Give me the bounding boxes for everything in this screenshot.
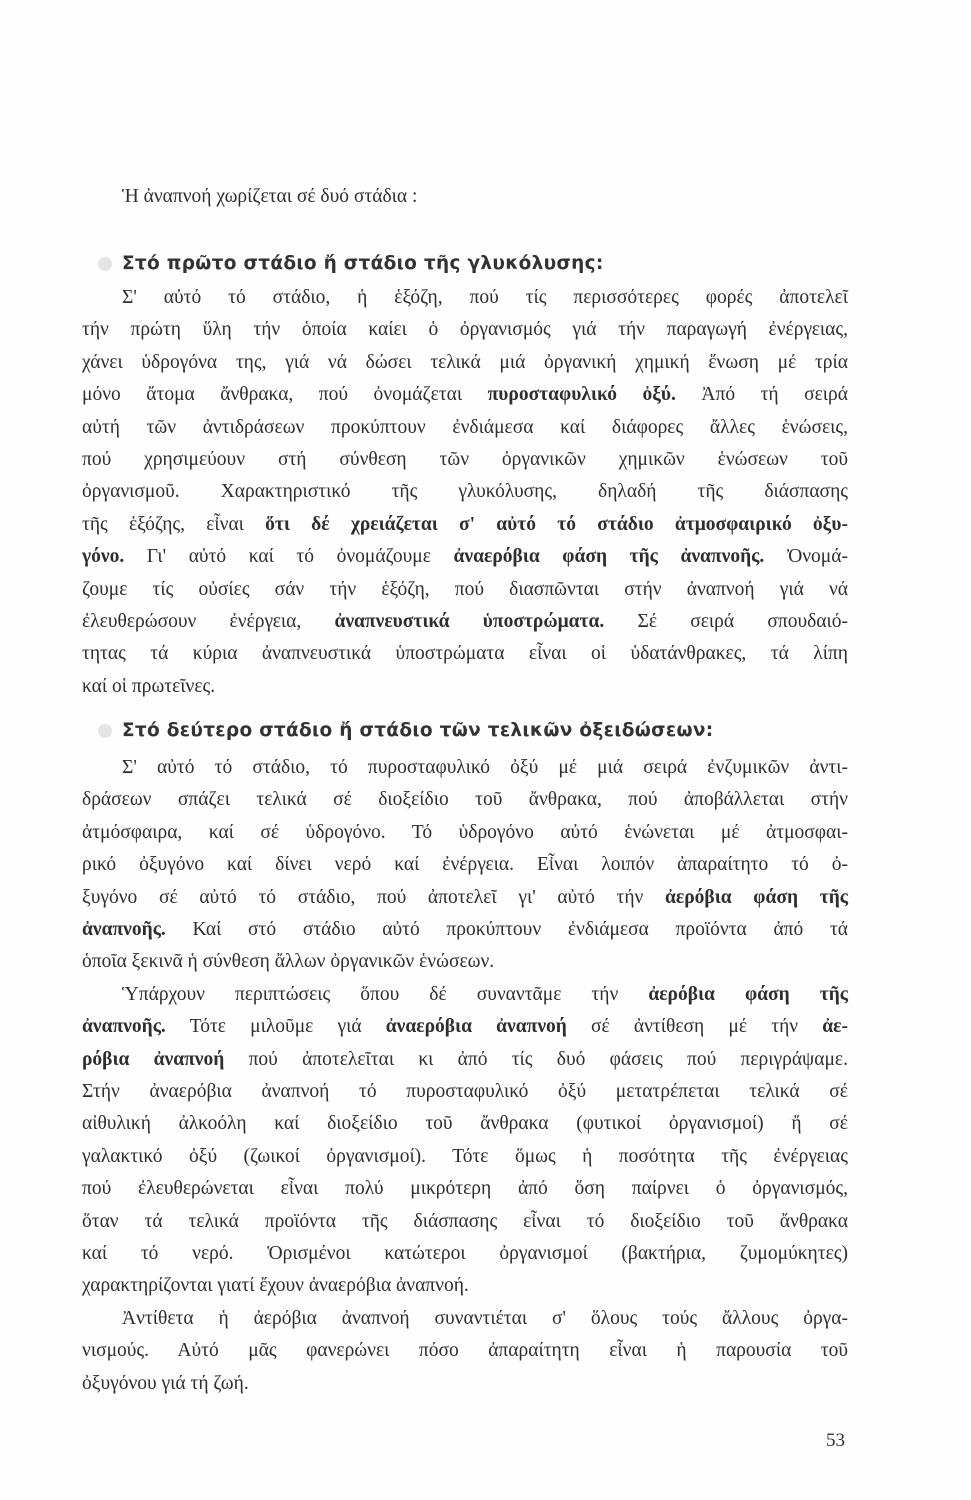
text-line: [82, 1242, 848, 1266]
bold-term: ρόβια ἀναπνοή: [82, 1048, 225, 1070]
intro-sentence: Ἡ ἀναπνοή χωρίζεται σέ δυό στάδια :: [122, 186, 418, 207]
text-line: [82, 1048, 848, 1072]
text-segment: Καί στό στάδιο αὐτό προκύπτουν ἐνδιάμεσα προϊόντα ἀπό τά: [165, 919, 848, 940]
text-line: [82, 1372, 848, 1396]
text-line: [82, 448, 848, 472]
bold-term: ἀερόβια φάση τῆς: [648, 983, 848, 1005]
text-line: [82, 983, 848, 1007]
text-segment: Ἀπό τή σειρά: [675, 384, 848, 406]
text-line: [82, 886, 848, 910]
text-line: [82, 578, 848, 602]
text-line: [82, 416, 848, 440]
text-segment: χάνει ὑδρογόνα της, γιά νά δώσει τελικά μιά ὀργανική χημική ἕνωση μέ τρία: [82, 351, 848, 373]
text-segment: Ἀντίθετα ἡ ἀερόβια ἀναπνοή συναντιέται σ' ὅλους τούς ἄλλους ὀργα-: [122, 1307, 848, 1329]
text-segment: πού ἀποτελεῖται κι ἀπό τίς δυό φάσεις πού περιγράψαμε.: [224, 1048, 849, 1070]
text-line: [82, 1210, 848, 1234]
text-segment: ρικό ὀξυγόνο καί δίνει νερό καί ἐνέργεια. Εἶναι λοιπόν ἀπαραίτητο τό ὀ-: [82, 854, 848, 876]
text-line: [82, 286, 848, 310]
text-segment: τήν πρώτη ὕλη τήν ὁποία καίει ὁ ὀργανισμός γιά τήν παραγωγή ἐνέργειας,: [82, 319, 848, 341]
text-segment: Σ' αὐτό τό στάδιο, ἡ ἑξόζη, πού τίς περισσότερες φορές ἀποτελεῖ: [122, 287, 848, 308]
text-line: [82, 642, 848, 666]
text-line: [82, 351, 848, 375]
text-line: [82, 788, 848, 812]
text-line: [82, 545, 848, 569]
bold-term: ἀερόβια φάση τῆς: [665, 886, 848, 908]
bold-term: ἀναερόβια ἀναπνοή: [385, 1016, 567, 1038]
text-segment: ἐλευθερώσουν ἐνέργεια,: [82, 611, 335, 632]
text-segment: νισμούς. Αὐτό μᾶς φανερώνει πόσο ἀπαραίτητη εἶναι ἡ παρουσία τοῦ: [82, 1340, 848, 1362]
text-line: [82, 1307, 848, 1331]
text-segment: ὅταν τά τελικά προϊόντα τῆς διάσπασης εἶναι τό διοξείδιο τοῦ ἄνθρακα: [82, 1210, 848, 1232]
text-segment: Τότε μιλοῦμε γιά: [165, 1016, 386, 1038]
text-segment: ἀτμόσφαιρα, καί σέ ὑδρογόνο. Τό ὑδρογόνο αὐτό ἑνώνεται μέ ἀτμοσφαι-: [82, 821, 848, 843]
text-line: [82, 513, 848, 537]
text-line: [82, 1274, 848, 1298]
text-segment: μόνο ἄτομα ἄνθρακα, πού ὀνομάζεται: [82, 384, 488, 406]
bold-term: πυροσταφυλικό ὀξύ.: [487, 384, 676, 406]
text-segment: ὀργανισμοῦ. Χαρακτηριστικό τῆς γλυκόλυσης, δηλαδή τῆς διάσπασης: [82, 481, 848, 503]
text-segment: πού χρησιμεύουν στή σύνθεση τῶν ὀργανικῶν χημικῶν ἑνώσεων τοῦ: [82, 449, 848, 470]
text-line: [82, 853, 848, 877]
text-segment: ὀξυγόνου γιά τή ζωή.: [82, 1372, 249, 1394]
text-line: [82, 1177, 848, 1201]
text-line: [82, 821, 848, 845]
text-segment: Γι' αὐτό καί τό ὀνομάζουμε: [124, 546, 454, 568]
text-segment: χαρακτηρίζονται γιατί ἔχουν ἀναερόβια ἀναπνοή.: [82, 1275, 469, 1297]
text-segment: γαλακτικό ὀξύ (ζωικοί ὀργανισμοί). Τότε ὅμως ἡ ποσότητα τῆς ἐνέργειας: [82, 1145, 848, 1167]
text-line: [82, 1112, 848, 1136]
bullet-mark: [98, 257, 112, 271]
text-line: [82, 318, 848, 342]
text-segment: ὁποῖα ξεκινᾶ ἡ σύνθεση ἄλλων ὀργανικῶν ἑνώσεων.: [82, 951, 495, 973]
text-segment: ζουμε τίς οὐσίες σάν τήν ἑξόζη, πού διασπῶνται στήν ἀναπνοή γιά νά: [82, 578, 848, 600]
text-segment: καί τό νερό. Ὁρισμένοι κατώτεροι ὀργανισμοί (βακτήρια, ζυμομύκητες): [82, 1243, 848, 1264]
text-segment: καί οἱ πρωτεῖνες.: [82, 675, 216, 697]
bold-term: ἀναπνοῆς.: [82, 919, 166, 940]
text-line: [82, 1339, 848, 1363]
text-segment: πού ἐλευθερώνεται εἶναι πολύ μικρότερη ἀπό ὅση παίρνει ὁ ὀργανισμός,: [82, 1178, 848, 1200]
text-line: [82, 675, 848, 699]
bold-term: ἀναπνοῆς.: [82, 1016, 166, 1038]
text-segment: σέ ἀντίθεση μέ τήν: [566, 1016, 823, 1038]
text-line: [82, 480, 848, 504]
text-segment: ξυγόνο σέ αὐτό τό στάδιο, πού ἀποτελεῖ γι' αὐτό τήν: [82, 886, 666, 908]
text-segment: αὐτή τῶν ἀντιδράσεων προκύπτουν ἐνδιάμεσα καί διάφορες ἄλλες ἑνώσεις,: [82, 416, 848, 438]
bold-term: ἀναερόβια φάση τῆς ἀναπνοῆς.: [453, 546, 765, 568]
bold-term: ὅτι δέ χρειάζεται σ' αὐτό τό στάδιο ἀτμοσφαιρικό ὀξυ-: [265, 513, 848, 535]
page-number: 53: [826, 1430, 845, 1451]
bold-term: ἀναπνευστικά ὑποστρώματα.: [334, 611, 605, 632]
text-line: [82, 918, 848, 942]
text-segment: Ὑπάρχουν περιπτώσεις ὅπου δέ συναντᾶμε τήν: [122, 983, 649, 1005]
section-heading: Στό δεύτερο στάδιο ἤ στάδιο τῶν τελικῶν ὀξειδώσεων:: [122, 720, 714, 741]
text-line: [82, 1145, 848, 1169]
text-segment: Σ' αὐτό τό στάδιο, τό πυροσταφυλικό ὀξύ μέ μιά σειρά ἐνζυμικῶν ἀντι-: [122, 757, 848, 778]
text-line: [82, 610, 848, 634]
text-line: [82, 1015, 848, 1039]
text-line: [82, 383, 848, 407]
bold-term: ἀε-: [822, 1016, 848, 1038]
text-line: [82, 756, 848, 780]
bullet-mark: [98, 724, 112, 738]
text-line: [82, 1080, 848, 1104]
text-segment: Στήν ἀναερόβια ἀναπνοή τό πυροσταφυλικό ὀξύ μετατρέπεται τελικά σέ: [82, 1081, 848, 1102]
text-segment: δράσεων σπάζει τελικά σέ διοξείδιο τοῦ ἄνθρακα, πού ἀποβάλλεται στήν: [82, 789, 848, 811]
text-line: [82, 950, 848, 974]
text-segment: Ὀνομά-: [764, 546, 848, 568]
text-segment: αἰθυλική ἀλκοόλη καί διοξείδιο τοῦ ἄνθρακα (φυτικοί ὀργανισμοί) ἤ σέ: [82, 1113, 848, 1135]
section-heading: Στό πρῶτο στάδιο ἤ στάδιο τῆς γλυκόλυσης:: [122, 253, 604, 274]
text-segment: τητας τά κύρια ἀναπνευστικά ὑποστρώματα εἶναι οἱ ὑδατάνθρακες, τά λίπη: [82, 643, 848, 665]
text-segment: τῆς ἑξόζης, εἶναι: [82, 513, 266, 535]
bold-term: γόνο.: [82, 546, 125, 568]
text-segment: Σέ σειρά σπουδαιό-: [604, 611, 848, 632]
